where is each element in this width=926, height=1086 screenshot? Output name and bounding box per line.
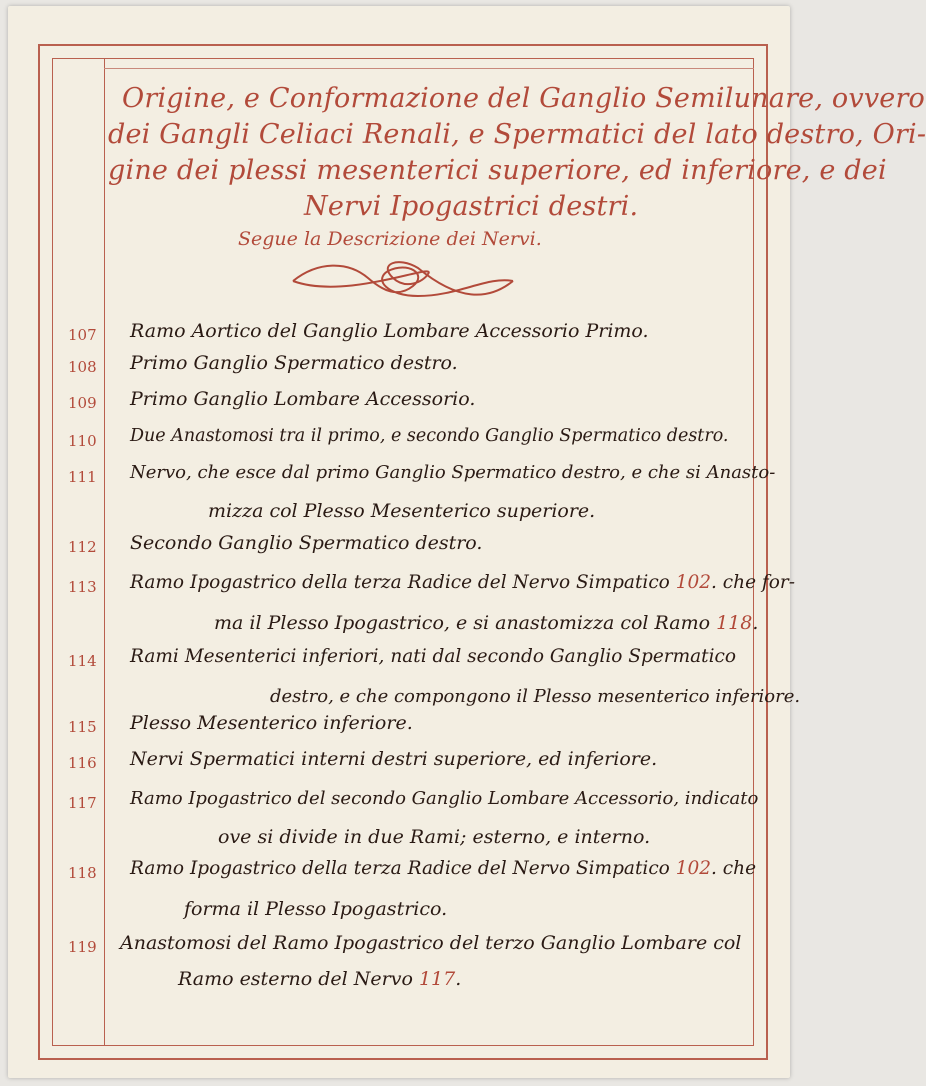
cross-reference: 102: [675, 572, 712, 593]
entry-text: Rami Mesenterici inferiori, nati dal secondo Ganglio Spermatico: [130, 646, 737, 667]
entry-text-continuation: [178, 968, 778, 990]
entry-text-main: Ramo Ipogastrico della terza Radice del Nervo Simpatico: [130, 858, 670, 879]
entry-text: [130, 858, 757, 879]
title-line-3: gine dei plessi mesenterici superiore, ed inferiore, e dei: [108, 155, 887, 186]
entry-number: 115: [68, 718, 97, 736]
title-line-4: Nervi Ipogastrici destri.: [304, 191, 639, 222]
entry-text: Nervi Spermatici interni destri superiore, ed inferiore.: [130, 748, 658, 770]
entry-text: Due Anastomosi tra il primo, e secondo Ganglio Spermatico destro.: [130, 426, 729, 446]
entry-number: 110: [68, 432, 97, 450]
entry-text-main: Ramo esterno del Nervo: [178, 968, 413, 990]
entry-number: 108: [68, 358, 97, 376]
entry-text-tail: .: [752, 612, 759, 634]
entry-text: Primo Ganglio Spermatico destro.: [130, 352, 458, 374]
entry-text: Secondo Ganglio Spermatico destro.: [130, 532, 483, 554]
entry-text: Ramo Aortico del Ganglio Lombare Accessorio Primo.: [130, 320, 649, 342]
entry-text-main: il Plesso Ipogastrico, e si anastomizza col Ramo: [249, 612, 711, 634]
entry-text-prefix: ma: [214, 612, 250, 634]
entry-number: 118: [68, 864, 97, 882]
entry-number: 112: [68, 538, 97, 556]
entry-number: 119: [68, 938, 97, 956]
entry-text-tail: . che: [711, 858, 757, 879]
entry-number: 113: [68, 578, 97, 596]
subtitle: Segue la Descrizione dei Nervi.: [238, 228, 542, 250]
manuscript-page: [8, 6, 926, 1078]
entry-number: 116: [68, 754, 97, 772]
cross-reference: 118: [716, 612, 753, 634]
entry-text-continuation: forma il Plesso Ipogastrico.: [184, 898, 448, 920]
entry-text-tail: .: [455, 968, 462, 990]
entry-number: 117: [68, 794, 97, 812]
title-line-2: dei Gangli Celiaci Renali, e Spermatici del lato destro, Ori-: [108, 119, 926, 150]
cross-reference: 117: [418, 968, 456, 990]
entry-text-continuation: destro, e che compongono il Plesso mesenterico inferiore.: [270, 686, 801, 707]
title-line-1: Origine, e Conformazione del Ganglio Semilunare, ovvero: [122, 83, 926, 114]
entry-text: Anastomosi del Ramo Ipogastrico del terzo Ganglio Lombare col: [120, 932, 742, 954]
cross-reference: 102: [675, 858, 712, 879]
margin-rule: [104, 58, 105, 1046]
top-rule: [104, 68, 754, 69]
entry-text-main: Ramo Ipogastrico della terza Radice del Nervo Simpatico: [130, 572, 670, 593]
entry-text: Plesso Mesenterico inferiore.: [130, 712, 413, 734]
calligraphic-flourish: [288, 256, 518, 306]
entry-text-continuation: [214, 612, 814, 634]
entry-number: 114: [68, 652, 97, 670]
entry-number: 107: [68, 326, 97, 344]
entry-number: 109: [68, 394, 97, 412]
entry-text-tail: . che for-: [711, 572, 795, 593]
entry-text: [130, 572, 795, 593]
entry-text-continuation: ove si divide in due Rami; esterno, e interno.: [218, 826, 651, 848]
entry-text: Nervo, che esce dal primo Ganglio Spermatico destro, e che si Anasto-: [130, 462, 776, 483]
entry-text: Ramo Ipogastrico del secondo Ganglio Lombare Accessorio, indicato: [130, 788, 759, 809]
entry-text: Primo Ganglio Lombare Accessorio.: [130, 388, 476, 410]
entry-number: 111: [68, 468, 97, 486]
entry-text-continuation: mizza col Plesso Mesenterico superiore.: [208, 500, 596, 522]
